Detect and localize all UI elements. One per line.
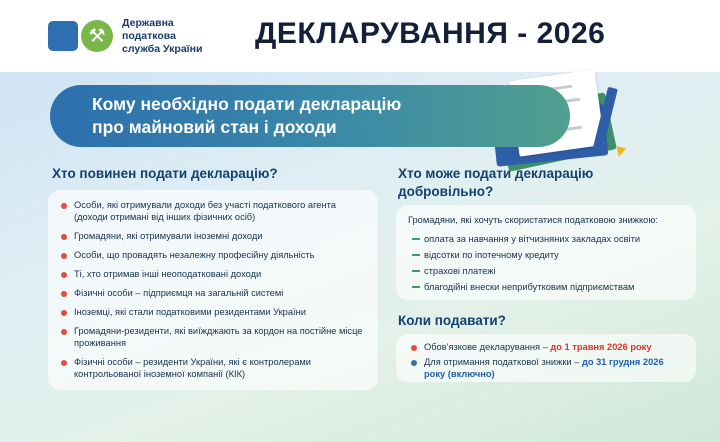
list-item: Особи, що провадять незалежну професійну діяльність	[58, 249, 368, 261]
trident-emblem-icon: ⚒	[81, 20, 113, 52]
agency-name-line2: податкова	[122, 29, 176, 42]
voluntary-declare-card	[396, 205, 696, 300]
banner-text	[92, 93, 401, 139]
list-item: Іноземці, які стали податковими резидентами України	[58, 306, 368, 318]
agency-name	[122, 17, 202, 56]
agency-name-line1: Державна	[122, 16, 174, 29]
right-column-heading-line1: Хто може подати декларацію	[398, 166, 594, 181]
page-title: ДЕКЛАРУВАННЯ - 2026	[255, 17, 606, 50]
deadline-mandatory-label: Обов'язкове декларування –	[424, 342, 551, 352]
pen-tip-icon	[614, 146, 626, 158]
left-column-heading: Хто повинен подати декларацію?	[52, 166, 278, 181]
list-item: страхові платежі	[408, 265, 684, 277]
deadline-discount-label: Для отримання податкової знижки –	[424, 357, 582, 367]
agency-logo	[48, 17, 202, 56]
main-banner	[50, 85, 570, 147]
list-item: Ті, хто отримав інші неоподатковані доходи	[58, 268, 368, 280]
banner-line-1: Кому необхідно подати декларацію	[92, 94, 402, 114]
list-item: Громадяни-резиденти, які виїжджають за кордон на постійне місце проживання	[58, 325, 368, 349]
must-declare-card	[48, 190, 378, 390]
list-item: благодійні внески неприбутковим підприємствам	[408, 281, 684, 293]
when-section-heading: Коли подавати?	[398, 313, 506, 328]
list-item: оплата за навчання у вітчизняних закладах освіти	[408, 233, 684, 245]
tax-discount-intro: Громадяни, які хочуть скористатися податковою знижкою:	[408, 215, 658, 225]
deadline-mandatory	[408, 341, 684, 353]
deadline-discount-date: до 31 грудня 2026 року (включно)	[424, 357, 664, 379]
right-column-heading	[398, 165, 698, 201]
list-item: Особи, які отримували доходи без участі податкового агента (доходи отримані від інших фізичних осіб)	[58, 199, 368, 223]
list-item: відсотки по іпотечному кредиту	[408, 249, 684, 261]
agency-name-line3: служба України	[122, 42, 203, 55]
deadlines-card	[396, 334, 696, 382]
deadline-mandatory-date: до 1 травня 2026 року	[550, 342, 652, 352]
banner-line-2: про майновий стан і доходи	[92, 117, 337, 137]
list-item: Фізичні особи – резиденти України, які є контролерами контрольованої іноземної компанії (КІК)	[58, 356, 368, 380]
right-column-heading-line2: добровільно?	[398, 184, 494, 199]
logo-mark	[48, 19, 114, 53]
list-item: Фізичні особи – підприємця на загальній системі	[58, 287, 368, 299]
list-item: Громадяни, які отримували іноземні доходи	[58, 230, 368, 242]
logo-square-icon	[48, 21, 78, 51]
deadline-discount	[408, 356, 684, 380]
